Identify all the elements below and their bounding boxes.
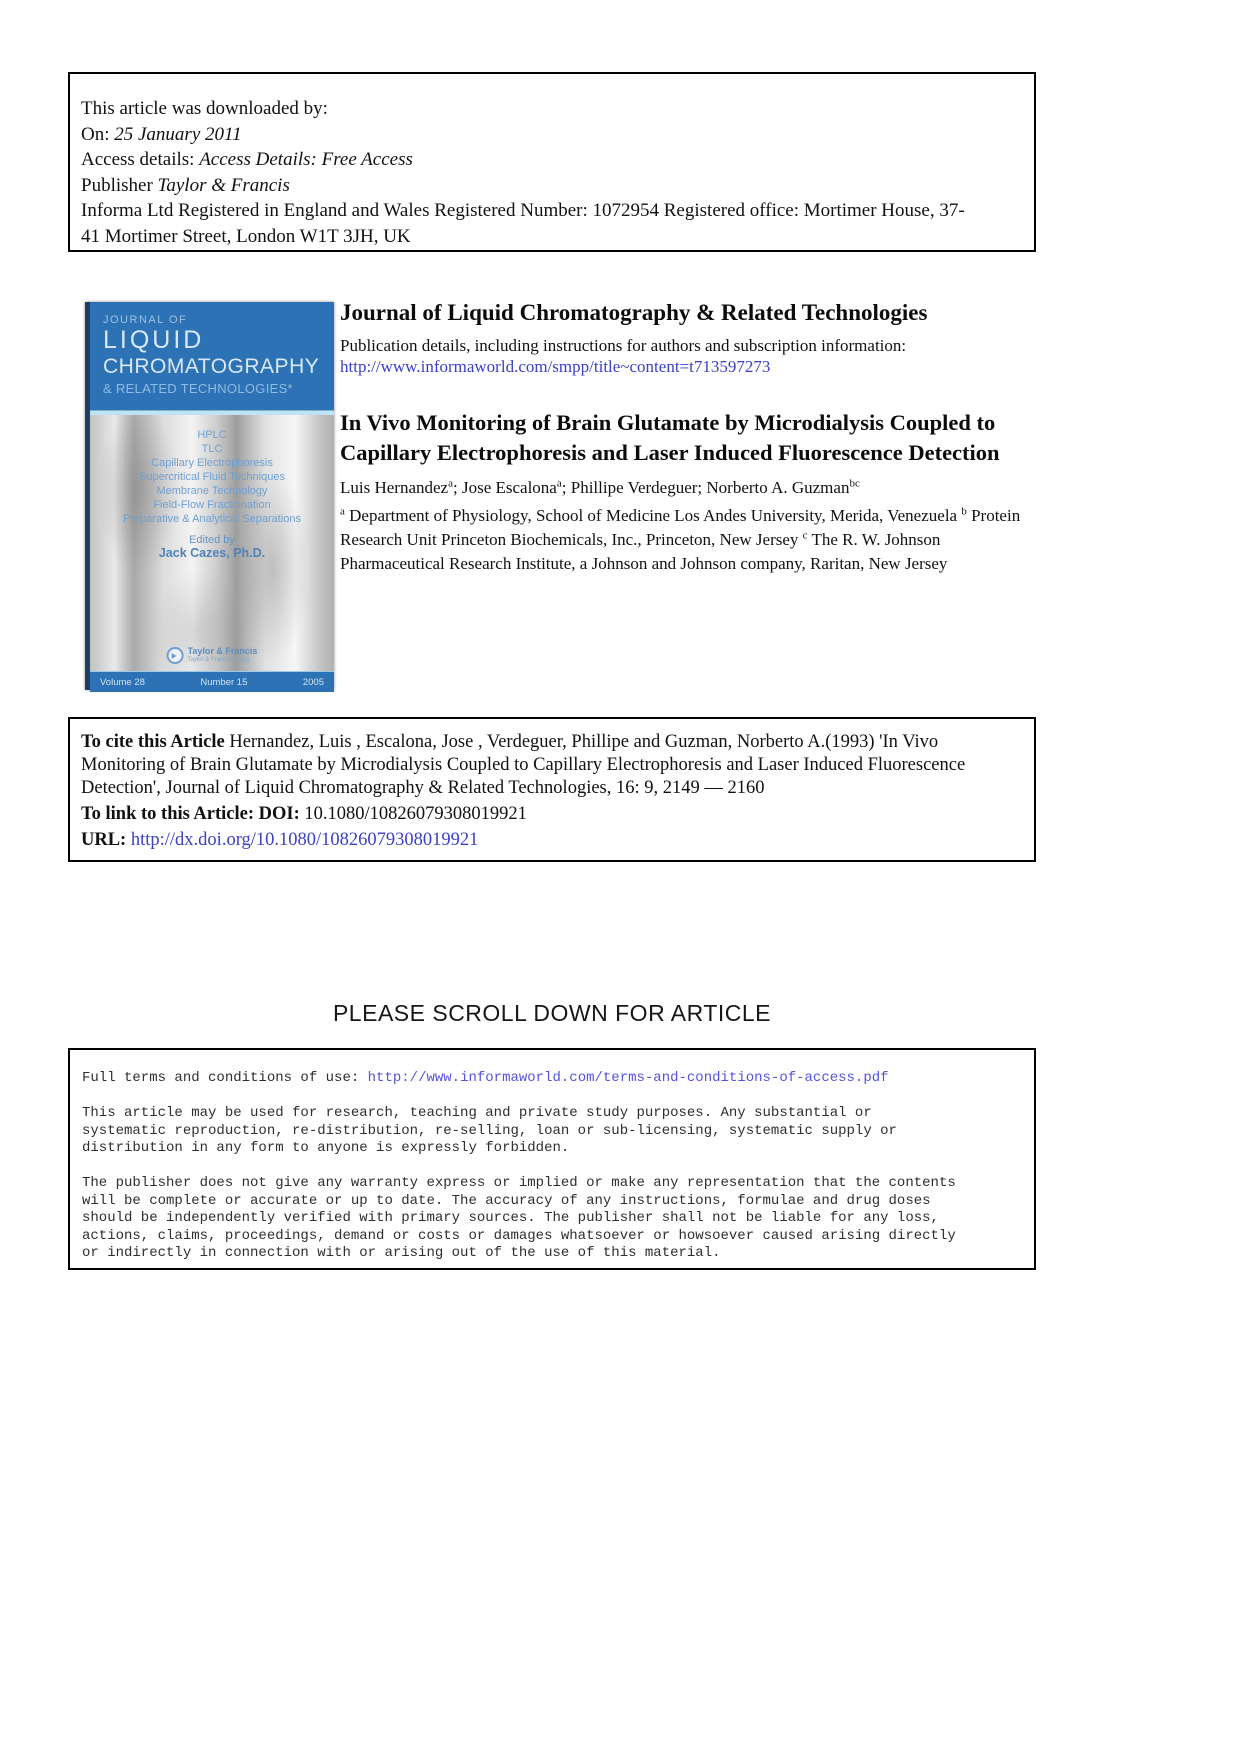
downloaded-by-label: This article was downloaded by: [81, 98, 328, 119]
full-terms-line [82, 1070, 1016, 1088]
cover-artwork [90, 415, 334, 671]
publisher-label: Publisher [81, 174, 158, 196]
logo-name: Taylor & Francis [187, 646, 258, 657]
cover-header [90, 302, 334, 410]
full-terms-label: Full terms and conditions of use: [82, 1070, 368, 1086]
access-value: Access Details: Free Access [199, 149, 413, 170]
publication-details-text: Publication details, including instructions for authors and subscription information: [340, 336, 907, 355]
cite-label: To cite this Article [81, 732, 225, 752]
download-notice-box [68, 72, 1036, 252]
terms-url-link[interactable]: http://www.informaworld.com/terms-and-conditions-of-access.pdf [367, 1070, 889, 1086]
affiliation: $^b$ Protein Research Unit Princeton Biochemicals, Inc., Princeton, New Jersey [340, 505, 1021, 549]
scroll-down-notice: PLEASE SCROLL DOWN FOR ARTICLE [332, 1000, 772, 1026]
author: Luis Hernandez$^a$; [340, 477, 462, 497]
author: Phillipe Verdeguer; [570, 478, 707, 497]
author: Jose Escalona$^a$; [461, 477, 571, 497]
doi-line [81, 803, 1004, 826]
publisher-line [81, 173, 998, 199]
author-list [340, 477, 1042, 499]
doi-url-link[interactable]: http://dx.doi.org/10.1080/10826079308019921 [130, 830, 479, 850]
cover-edited-by-label: Edited by [189, 534, 235, 546]
download-date-value: 25 January 2011 [114, 123, 242, 145]
cover-title-line2: CHROMATOGRAPHY [103, 355, 320, 378]
journal-title: Journal of Liquid Chromatography & Related Technologies [340, 300, 928, 325]
cover-topic: Supercritical Fluid Techniques [139, 471, 285, 483]
cover-topic: Membrane Technology [156, 485, 268, 497]
citation-box [68, 717, 1036, 862]
cover-kicker: JOURNAL OF [103, 314, 188, 326]
access-details-line [81, 147, 998, 173]
terms-warranty-paragraph: The publisher does not give any warranty express or implied or make any representation that the contents will be complete or accurate or up to date. The accuracy of any instructions, formulae and drug doses should be independently verified with primary sources. The publisher shall not be liable for any loss, actions, claims, proceedings, demand or costs or damages whatsoever or howsoever caused arising directly or indirectly in connection with or arising out of the use of this material. [82, 1175, 956, 1261]
cite-text: Hernandez, Luis , Escalona, Jose , Verdeguer, Phillipe and Guzman, Norberto A.(1993) 'In Vivo Monitoring of Brain Glutamate by Microdialysis Coupled to Capillary Electrophoresis and Laser Induced Fluorescence Detection', Journal of Liquid Chromatography & Related Technologies, 16: 9, 2149 — 2160 [81, 732, 966, 798]
cover-year: 2005 [302, 676, 324, 688]
cover-topic: Field-Flow Fractionation [153, 499, 271, 511]
taylor-francis-logo [167, 647, 258, 664]
access-label: Access details: [81, 149, 200, 170]
cover-topic: TLC [201, 443, 223, 455]
terms-usage-paragraph: This article may be used for research, teaching and private study purposes. Any substantial or systematic reproduction, re-distribution, re-selling, loan or sub-licensing, systematic supply or distribution in any form to anyone is expressly forbidden. [82, 1105, 897, 1156]
downloaded-by-line [81, 96, 998, 122]
cover-topic: Preparative & Analytical Separations [123, 513, 301, 525]
author-affiliation-mark: bc [849, 477, 860, 490]
terms-box [68, 1048, 1036, 1270]
download-date-line [81, 122, 998, 148]
publisher-value: Taylor & Francis [157, 174, 290, 196]
author-affiliation-mark: a [448, 477, 453, 490]
cover-topic: HPLC [197, 429, 227, 441]
cover-volume: Volume 28 [100, 676, 145, 688]
informa-registration-text: Informa Ltd Registered in England and Wales Registered Number: 1072954 Registered office: Mortimer House, 37- 41 Mortimer Street, London W1T 3JH, UK [81, 200, 965, 247]
cover-number: Number 15 [200, 676, 248, 688]
author-affiliation-mark: a [556, 477, 562, 490]
doi-label: To link to this Article: DOI: [81, 804, 300, 824]
taylor-francis-logo-icon [167, 647, 184, 664]
journal-url-link[interactable]: http://www.informaworld.com/smpp/title~content=t713597273 [340, 357, 771, 376]
affiliations [340, 504, 1042, 576]
doi-value: 10.1080/10826079308019921 [299, 804, 527, 824]
author: Norberto A. Guzman$^{bc}$ [706, 477, 860, 497]
cover-topic: Capillary Electrophoresis [151, 457, 273, 469]
cite-line [81, 731, 1004, 800]
on-label: On: [81, 123, 115, 145]
article-header [340, 300, 1042, 576]
url-line [81, 829, 1004, 852]
cover-footer-bar [90, 671, 334, 692]
journal-cover-thumbnail [85, 302, 334, 690]
affiliation: $^c$ The R. W. Johnson Pharmaceutical Research Institute, a Johnson and Johnson company, Raritan, New Jersey [340, 529, 948, 573]
cover-title-line1: LIQUID [103, 326, 205, 354]
cover-editor-name: Jack Cazes, Ph.D. [158, 546, 266, 560]
logo-subtext: Taylor & Francis Group [187, 657, 249, 664]
cover-title-line3: & RELATED TECHNOLOGIES* [103, 381, 293, 396]
article-title: In Vivo Monitoring of Brain Glutamate by Microdialysis Coupled to Capillary Electrophoresis and Laser Induced Fluorescence Detection [340, 410, 1000, 465]
url-label: URL: [81, 830, 127, 850]
affiliation: $^a$ Department of Physiology, School of Medicine Los Andes University, Merida, Venezuela [340, 505, 962, 525]
